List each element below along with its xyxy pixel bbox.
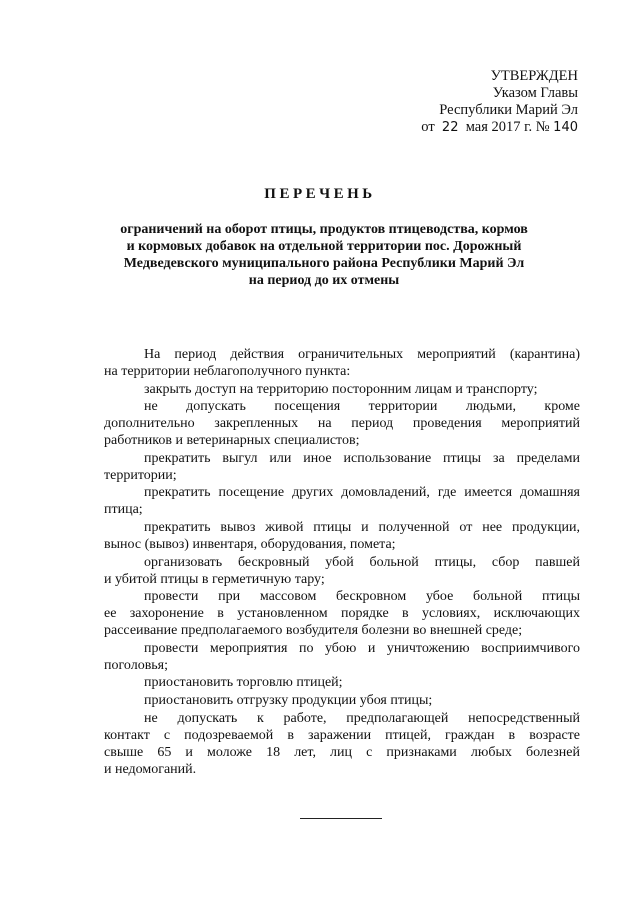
date-month-year: мая 2017 г. № [465,119,550,135]
list-item [104,484,580,518]
paragraph-line: провести при массовом бескровном убое больной птицы [144,589,580,605]
subtitle-line: на период до их отмены [248,273,400,288]
paragraph-line: вынос (вывоз) инвентаря, оборудования, помета; [104,536,396,552]
paragraph-line: свыше 65 и моложе 18 лет, лиц с признаками любых болезней [104,744,580,760]
subtitle-line: ограничений на оборот птицы, продуктов птицеводства, кормов [120,222,528,237]
date-day: 22 [441,120,459,135]
approval-republic: Республики Марий Эл [439,102,578,118]
list-item [104,346,580,380]
list-item [104,710,580,778]
paragraph-line: и недомоганий. [104,761,197,777]
paragraph-line: дополнительно закрепленных на период проведения мероприятий [104,416,580,432]
paragraph-line: поголовья; [104,657,169,673]
list-item [104,381,580,398]
paragraph-line: приостановить отгрузку продукции убоя птицы; [144,692,433,708]
separator-line [300,818,382,819]
subtitle-line: и кормовых добавок на отдельной территории пос. Дорожный [126,239,522,254]
list-item [104,640,580,674]
approval-stamp [421,68,578,136]
paragraph-line: не допускать посещения территории людьми, кроме [144,399,580,415]
date-prefix: от [421,119,435,135]
paragraph-line: закрыть доступ на территорию посторонним лицам и транспорту; [144,381,538,397]
list-item [104,450,580,484]
list-item [104,588,580,639]
subtitle-line: Медведевского муниципального района Республики Марий Эл [123,256,525,271]
paragraph-line: прекратить вывоз живой птицы и полученной от нее продукции, [144,519,580,535]
paragraph-line: организовать бескровный убой больной птицы, сбор павшей [144,554,580,570]
document-body [104,346,580,778]
document-subtitle [108,221,540,289]
paragraph-line: работников и ветеринарных специалистов; [104,433,360,449]
list-item [104,692,580,709]
paragraph-line: не допускать к работе, предполагающей непосредственный [144,710,580,726]
approval-title: УТВЕРЖДЕН [490,68,578,84]
paragraph-line: птица; [104,502,143,518]
paragraph-line: прекратить выгул или иное использование птицы за пределами [144,450,580,466]
approval-decree: Указом Главы [492,85,578,101]
paragraph-line: территории; [104,467,177,483]
document-title: ПЕРЕЧЕНЬ [264,186,376,202]
paragraph-line: ее захоронение в установленном порядке в условиях, исключающих [104,606,580,622]
paragraph-line: провести мероприятия по убою и уничтожению восприимчивого [144,640,580,656]
list-item [104,554,580,588]
paragraph-line: контакт с подозреваемой в заражении птицей, граждан в возрасте [104,727,580,743]
paragraph-line: На период действия ограничительных мероприятий (карантина) [144,347,580,362]
paragraph-line: приостановить торговлю птицей; [144,675,343,691]
paragraph-line: прекратить посещение других домовладений, где имеется домашняя [144,485,580,501]
paragraph-line: на территории неблагополучного пункта: [104,364,351,379]
paragraph-line: рассеивание предполагаемого возбудителя болезни во внешней среде; [104,623,523,639]
list-item [104,519,580,553]
list-item [104,674,580,691]
list-item [104,398,580,449]
approval-date-line [421,119,578,136]
paragraph-line: и убитой птицы в герметичную тару; [104,571,325,587]
decree-number: 140 [553,120,578,135]
